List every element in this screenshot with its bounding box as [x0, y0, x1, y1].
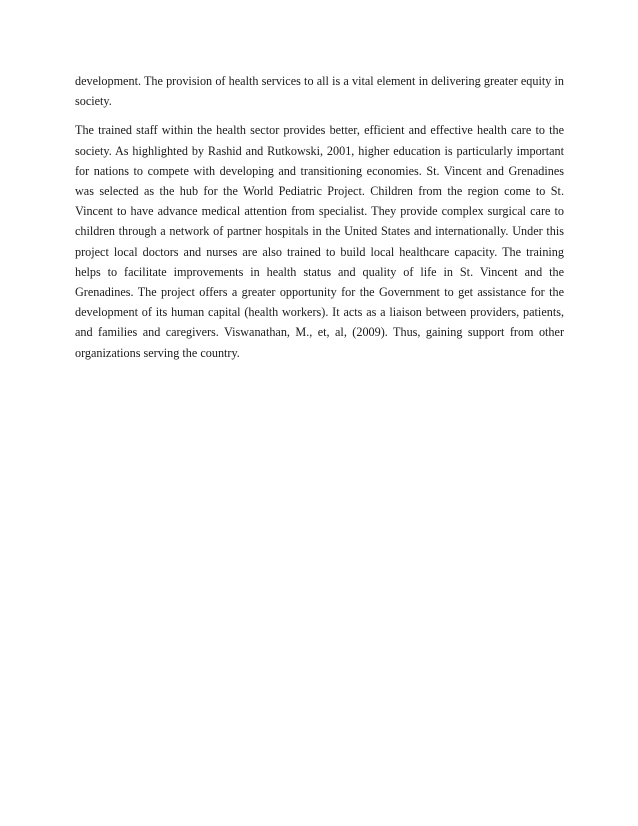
page-body [75, 71, 564, 363]
paragraph-continuation: development. The provision of health services to all is a vital element in delivering greater equity in society. [75, 74, 564, 109]
paragraph-trained-staff: The trained staff within the health sector provides better, efficient and effective health care to the society. As highlighted by Rashid and Rutkowski, 2001, higher education is particularly important for nations to compete with developing and transitioning economies. St. Vincent and Grenadines was selected as the hub for the World Pediatric Project. Children from the region come to St. Vincent to have advance medical attention from specialist. They provide complex surgical care to children through a network of partner hospitals in the United States and internationally. Under this project local doctors and nurses are also trained to build local healthcare capacity. The training helps to facilitate improvements in health status and quality of life in St. Vincent and the Grenadines. The project offers a greater opportunity for the Government to get assistance for the development of its human capital (health workers). It acts as a liaison between providers, patients, and families and caregivers. Viswanathan, M., et, al, (2009). Thus, gaining support from other organizations serving the country. [75, 123, 564, 360]
